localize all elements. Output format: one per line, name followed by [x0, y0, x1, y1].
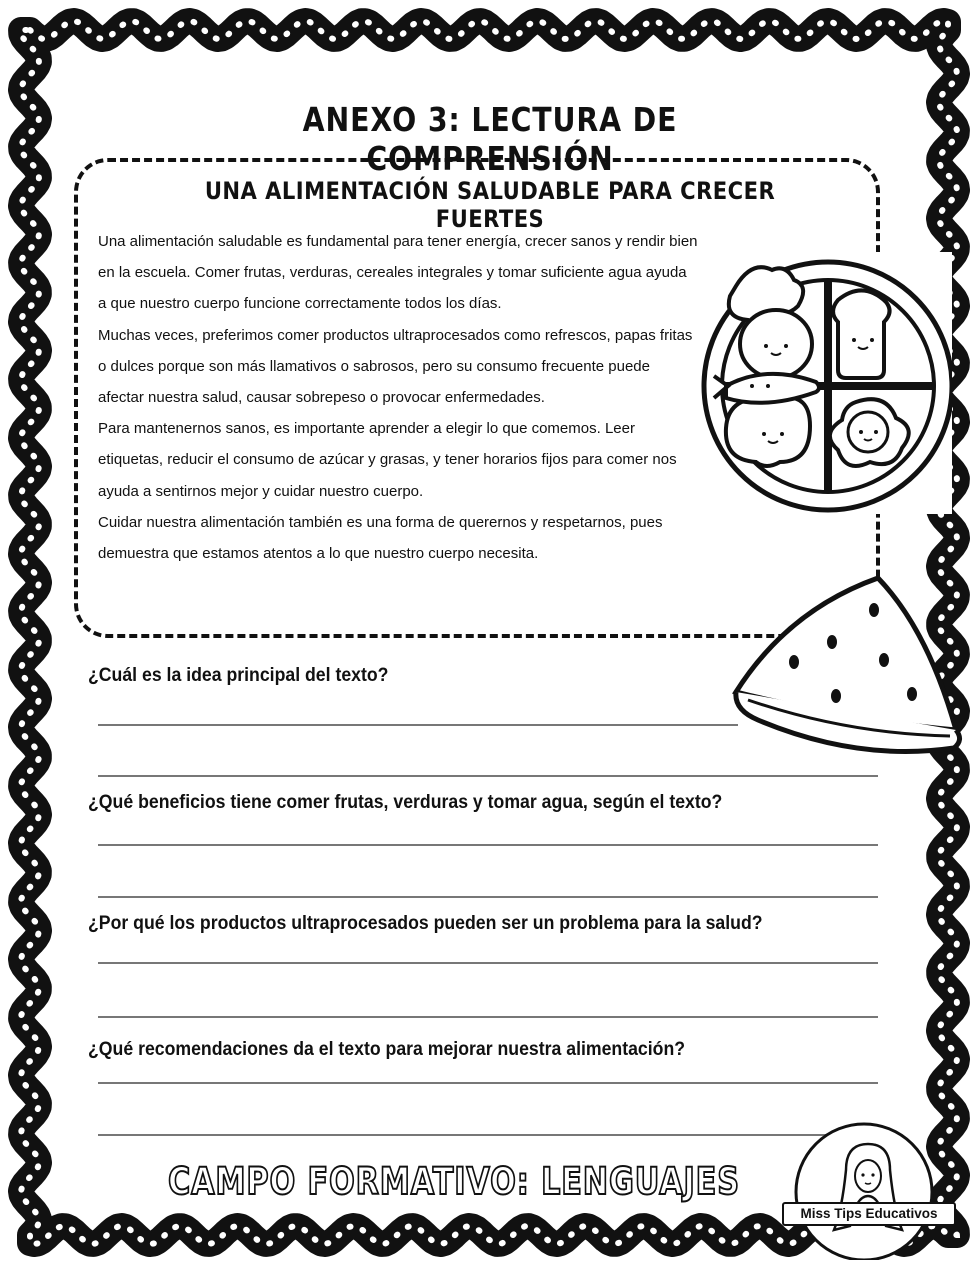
reading-paragraph: Para mantenernos sanos, es importante aprender a elegir lo que comemos. Leer etiquetas, reducir el consumo de azúcar y grasas, y tener horarios fijos para comer nos ayuda a sentirnos mejor y cuidar nuestro cuerpo. — [98, 420, 677, 500]
reading-paragraph: Cuidar nuestra alimentación también es una forma de querernos y respetarnos, pues demuestra que estamos atentos a lo que nuestro cuerpo necesita. — [98, 513, 663, 563]
answer-line[interactable] — [98, 1082, 878, 1084]
answer-line[interactable] — [98, 844, 878, 846]
food-plate-icon — [696, 252, 952, 514]
teacher-avatar-icon — [776, 1120, 956, 1260]
reading-subtitle: UNA ALIMENTACIÓN SALUDABLE PARA CRECER FUERTES — [204, 177, 776, 233]
reading-text — [98, 226, 698, 569]
answer-line[interactable] — [98, 775, 878, 777]
question-4: ¿Qué recomendaciones da el texto para mejorar nuestra alimentación? — [88, 1039, 686, 1060]
brand-label: Miss Tips Educativos — [782, 1202, 956, 1226]
question-3: ¿Por qué los productos ultraprocesados pueden ser un problema para la salud? — [88, 913, 763, 934]
page-title: ANEXO 3: LECTURA DE COMPRENSIÓN — [302, 100, 678, 178]
answer-line[interactable] — [98, 896, 878, 898]
question-2: ¿Qué beneficios tiene comer frutas, verduras y tomar agua, según el texto? — [88, 792, 723, 813]
answer-line[interactable] — [98, 962, 878, 964]
watermelon-slice-icon — [728, 570, 964, 770]
question-1: ¿Cuál es la idea principal del texto? — [88, 665, 389, 686]
answer-line[interactable] — [98, 1016, 878, 1018]
answer-line[interactable] — [98, 1134, 878, 1136]
reading-paragraph: Muchas veces, preferimos comer productos ultraprocesados como refrescos, papas fritas o dulces porque son más llamativos o sabrosos, pero su consumo frecuente puede afectar nuestra salud, causar sobrepeso o provocar enfermedades. — [98, 326, 693, 407]
footer-campo-formativo: CAMPO FORMATIVO: LENGUAJES — [168, 1160, 740, 1203]
answer-line[interactable] — [98, 724, 738, 726]
reading-paragraph: Una alimentación saludable es fundamental para tener energía, crecer sanos y rendir bien en la escuela. Comer frutas, verduras, cereales integrales y tomar suficiente agua ayuda a que nuestro cuerpo funcione correctamente todos los días. — [98, 233, 698, 313]
